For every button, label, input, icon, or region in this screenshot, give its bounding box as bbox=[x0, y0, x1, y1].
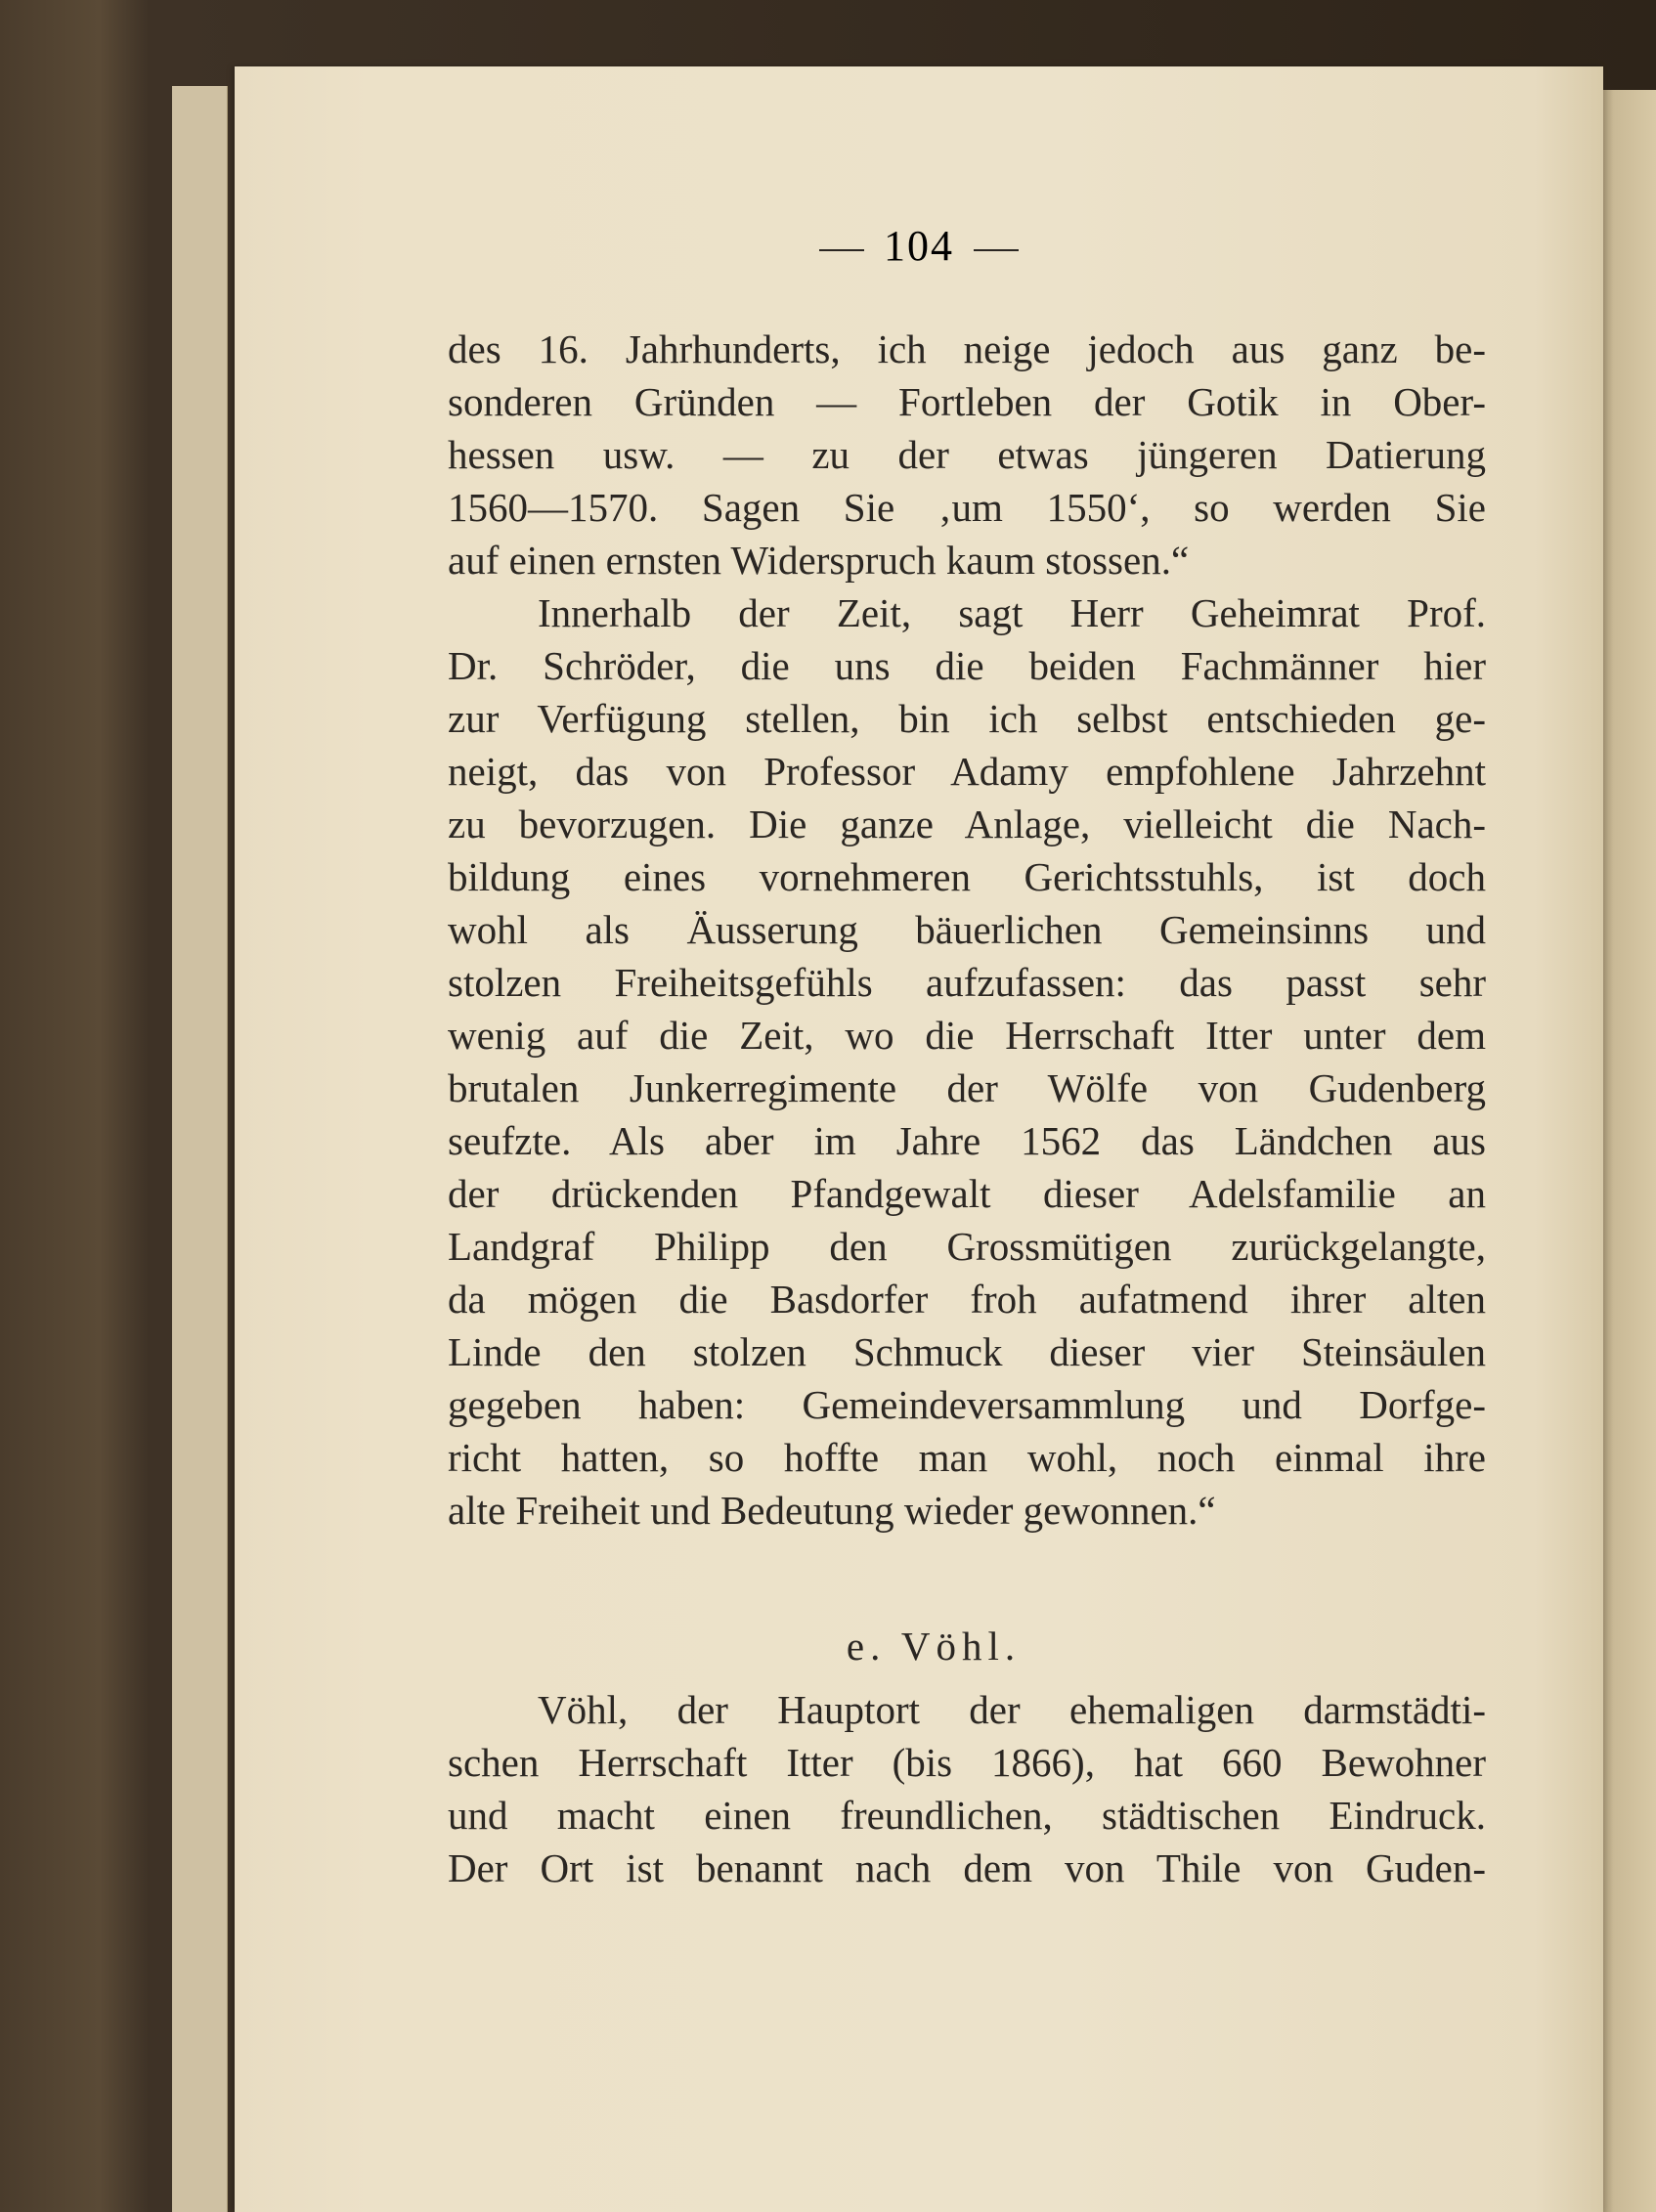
text-line: 1560—1570. Sagen Sie ‚um 1550‘, so werden Sie bbox=[448, 485, 1486, 530]
page-edge bbox=[213, 86, 228, 2212]
book-page bbox=[235, 66, 1603, 2212]
text-line: auf einen ernsten Widerspruch kaum stossen.“ bbox=[448, 538, 1190, 583]
text-line: stolzen Freiheitsgefühls aufzufassen: das passt sehr bbox=[448, 960, 1486, 1005]
page-edge bbox=[199, 86, 214, 2212]
section-heading: e. Vöhl. bbox=[846, 1624, 1022, 1669]
page-number-text: 104 bbox=[884, 222, 954, 270]
text-line: und macht einen freundlichen, städtischen Eindruck. bbox=[448, 1793, 1486, 1838]
text-line: Der Ort ist benannt nach dem von Thile von Guden- bbox=[448, 1845, 1486, 1890]
text-line: wohl als Äusserung bäuerlichen Gemeinsinns und bbox=[448, 907, 1486, 952]
text-line: Innerhalb der Zeit, sagt Herr Geheimrat Prof. bbox=[538, 590, 1486, 635]
text-line: alte Freiheit und Bedeutung wieder gewonnen.“ bbox=[448, 1488, 1216, 1533]
text-line: zur Verfügung stellen, bin ich selbst entschieden ge- bbox=[448, 696, 1486, 741]
text-line: Linde den stolzen Schmuck dieser vier Steinsäulen bbox=[448, 1329, 1486, 1374]
text-line: seufzte. Als aber im Jahre 1562 das Ländchen aus bbox=[448, 1118, 1486, 1163]
text-line: brutalen Junkerregimente der Wölfe von Gudenberg bbox=[448, 1065, 1486, 1110]
text-line: der drückenden Pfandgewalt dieser Adelsfamilie an bbox=[448, 1171, 1486, 1216]
body-text-block-2 bbox=[448, 1683, 1486, 1894]
folio-dash bbox=[974, 249, 1019, 251]
text-line: gegeben haben: Gemeindeversammlung und Dorfge- bbox=[448, 1382, 1486, 1427]
text-line: Dr. Schröder, die uns die beiden Fachmänner hier bbox=[448, 643, 1486, 688]
facing-page-edge bbox=[1595, 90, 1656, 2212]
page-edge bbox=[172, 86, 187, 2212]
text-line: da mögen die Basdorfer froh aufatmend ihrer alten bbox=[448, 1277, 1486, 1322]
text-line: sonderen Gründen — Fortleben der Gotik in Ober- bbox=[448, 379, 1486, 424]
text-line: des 16. Jahrhunderts, ich neige jedoch aus ganz be- bbox=[448, 326, 1486, 371]
page-edge bbox=[186, 86, 200, 2212]
text-line: hessen usw. — zu der etwas jüngeren Datierung bbox=[448, 432, 1486, 477]
text-line: bildung eines vornehmeren Gerichtsstuhls, ist doch bbox=[448, 854, 1486, 899]
text-line: neigt, das von Professor Adamy empfohlene Jahrzehnt bbox=[448, 749, 1486, 794]
page-number bbox=[235, 221, 1603, 271]
folio-dash bbox=[819, 249, 864, 251]
text-line: wenig auf die Zeit, wo die Herrschaft Itter unter dem bbox=[448, 1013, 1486, 1058]
text-line: Landgraf Philipp den Grossmütigen zurückgelangte, bbox=[448, 1224, 1486, 1269]
text-line: schen Herrschaft Itter (bis 1866), hat 660 Bewohner bbox=[448, 1740, 1486, 1785]
text-line: zu bevorzugen. Die ganze Anlage, vielleicht die Nach- bbox=[448, 802, 1486, 846]
text-line: Vöhl, der Hauptort der ehemaligen darmstädti- bbox=[538, 1687, 1486, 1732]
body-text-block-1 bbox=[448, 323, 1486, 1537]
text-line: richt hatten, so hoffte man wohl, noch einmal ihre bbox=[448, 1435, 1486, 1480]
